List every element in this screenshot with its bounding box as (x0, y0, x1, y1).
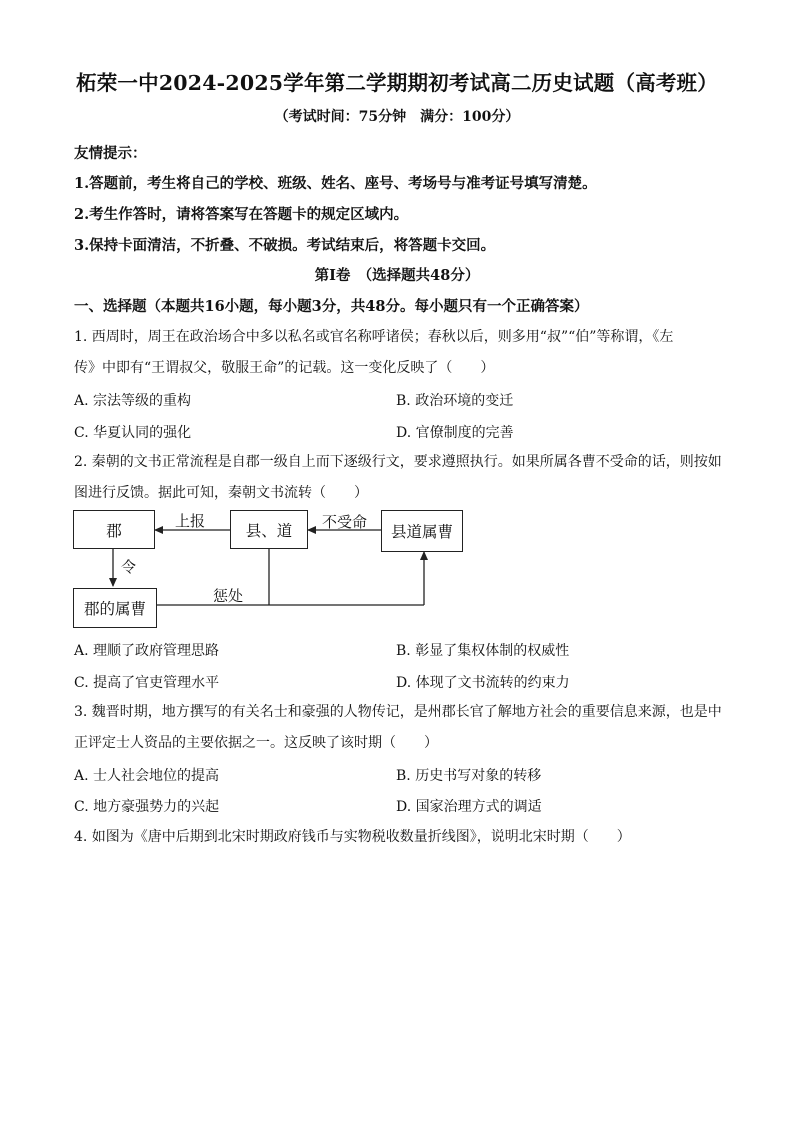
label-ling: 令 (121, 558, 137, 576)
tip-item: 1.答题前，考生将自己的学校、班级、姓名、座号、考场号与准考证号填写清楚。 (74, 175, 597, 192)
tip-item: 3.保持卡面清洁，不折叠、不破损。考试结束后，将答题卡交回。 (74, 237, 496, 254)
q1-option-a: A. 宗法等级的重构 (74, 393, 192, 409)
part-heading: 一、选择题（本题共16小题，每小题3分，共48分。每小题只有一个正确答案） (74, 298, 589, 315)
q3-option-b: B. 历史书写对象的转移 (396, 768, 542, 784)
question-3-line-2: 正评定士人资品的主要依据之一。这反映了该时期（ ） (74, 735, 438, 751)
q3-option-c: C. 地方豪强势力的兴起 (74, 799, 220, 815)
tip-item: 2.考生作答时，请将答案写在答题卡的规定区域内。 (74, 206, 409, 223)
q2-option-a: A. 理顺了政府管理思路 (74, 643, 220, 659)
box-jun-caocao: 郡的属曹 (73, 588, 157, 628)
q1-option-b: B. 政治环境的变迁 (396, 393, 514, 409)
box-jun: 郡 (73, 510, 155, 549)
q2-option-c: C. 提高了官吏管理水平 (74, 675, 220, 691)
q3-option-d: D. 国家治理方式的调适 (396, 799, 542, 815)
q2-option-b: B. 彰显了集权体制的权威性 (396, 643, 570, 659)
volume-heading: 第Ⅰ卷 （选择题共48分） (314, 267, 480, 284)
box-xiandao-caocao: 县道属曹 (381, 510, 463, 552)
label-bushouming: 不受命 (322, 513, 368, 531)
question-2-line-1: 2. 秦朝的文书正常流程是自郡一级自上而下逐级行文，要求遵照执行。如果所属各曹不受命的话，则按如 (74, 454, 722, 470)
question-1-line-2: 传》中即有“王谓叔父，敬服王命”的记载。这一变化反映了（ ） (74, 360, 495, 376)
tips-heading: 友情提示： (74, 145, 147, 162)
label-shangbao: 上报 (175, 512, 206, 530)
box-xiandao: 县、道 (230, 510, 308, 549)
page-title: 柘荣一中2024-2025学年第二学期期初考试高二历史试题（高考班） (76, 71, 718, 95)
exam-info: （考试时间：75分钟 满分：100分） (274, 109, 520, 125)
q3-option-a: A. 士人社会地位的提高 (74, 768, 220, 784)
question-3-line-1: 3. 魏晋时期，地方撰写的有关名士和豪强的人物传记，是州郡长官了解地方社会的重要信息来源，也是中 (74, 704, 722, 720)
question-1-line-1: 1. 西周时，周王在政治场合中多以私名或官名称呼诸侯；春秋以后，则多用“叔”“伯”等称谓，《左 (74, 329, 674, 345)
q2-option-d: D. 体现了文书流转的约束力 (396, 675, 570, 691)
label-chengchu: 惩处 (213, 587, 244, 605)
q1-option-d: D. 官僚制度的完善 (396, 425, 514, 441)
q1-option-c: C. 华夏认同的强化 (74, 425, 192, 441)
question-4-line-1: 4. 如图为《唐中后期到北宋时期政府钱币与实物税收数量折线图》，说明北宋时期（ ） (74, 829, 631, 845)
question-2-line-2: 图进行反馈。据此可知，秦朝文书流转（ ） (74, 485, 368, 501)
